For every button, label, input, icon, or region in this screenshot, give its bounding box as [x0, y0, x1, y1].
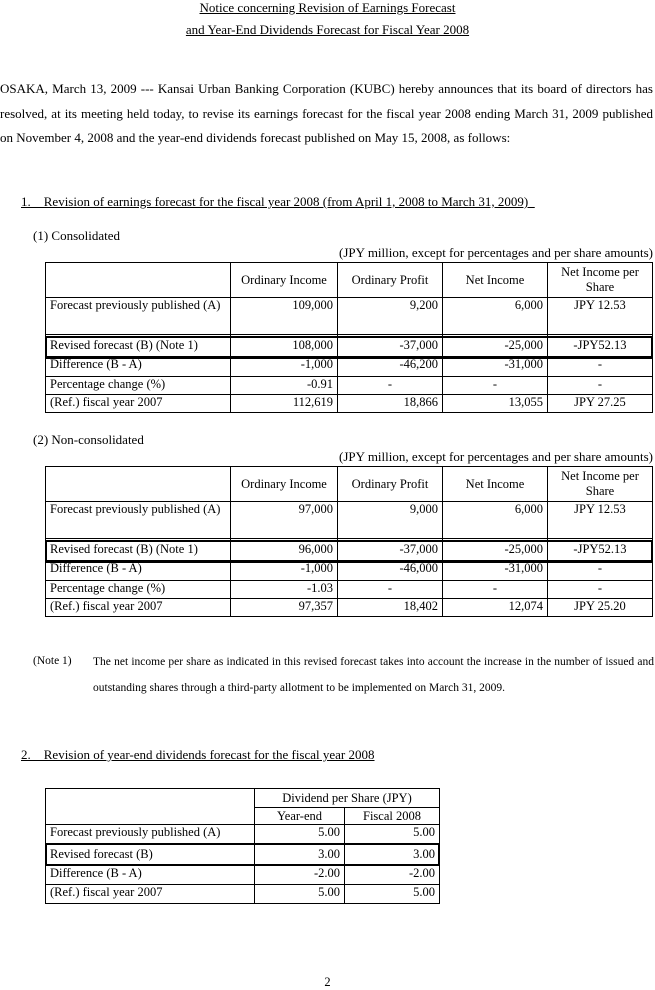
- cell: 108,000: [231, 335, 338, 357]
- cell: -37,000: [338, 539, 443, 561]
- dividends-table: [45, 788, 440, 904]
- header-net-income: Net Income: [443, 263, 548, 298]
- cell: JPY 12.53: [548, 298, 653, 335]
- cell: -: [338, 377, 443, 395]
- table-header-row: [46, 789, 440, 808]
- cell: -31,000: [443, 357, 548, 377]
- row-label: Difference (B - A): [46, 357, 231, 377]
- table-row: [46, 866, 440, 885]
- cell: 6,000: [443, 502, 548, 539]
- page-number: 2: [324, 975, 331, 989]
- header-blank: [46, 263, 231, 298]
- section-1-title: 1. Revision of earnings forecast for the fiscal year 2008 (from April 1, 2008 to March 31, 2009): [21, 194, 535, 209]
- header-year-end: Year-end: [255, 808, 345, 825]
- cell: -46,200: [338, 357, 443, 377]
- cell: -: [548, 561, 653, 581]
- header-ordinary-income: Ordinary Income: [231, 263, 338, 298]
- unit-note-consolidated: (JPY million, except for percentages and per share amounts): [339, 245, 653, 260]
- cell: 13,055: [443, 395, 548, 413]
- header-dividend-per-share: Dividend per Share (JPY): [255, 789, 440, 808]
- row-label: (Ref.) fiscal year 2007: [46, 599, 231, 617]
- row-label: Percentage change (%): [46, 377, 231, 395]
- nonconsolidated-table: [45, 466, 653, 617]
- cell: 18,866: [338, 395, 443, 413]
- cell: -JPY52.13: [548, 539, 653, 561]
- cell: 112,619: [231, 395, 338, 413]
- row-label: Forecast previously published (A): [46, 502, 231, 539]
- row-label: Revised forecast (B) (Note 1): [46, 539, 231, 561]
- row-label: (Ref.) fiscal year 2007: [46, 885, 255, 904]
- table-row: [46, 844, 440, 866]
- table-row: [46, 825, 440, 844]
- cell: 5.00: [345, 885, 440, 904]
- table-row: [46, 561, 653, 581]
- cell: -: [548, 357, 653, 377]
- header-fiscal-2008: Fiscal 2008: [345, 808, 440, 825]
- unit-note-nonconsolidated: (JPY million, except for percentages and per share amounts): [339, 449, 653, 464]
- cell: 12,074: [443, 599, 548, 617]
- cell: -46,000: [338, 561, 443, 581]
- cell: -JPY52.13: [548, 335, 653, 357]
- table-row: [46, 395, 653, 413]
- cell: -: [443, 377, 548, 395]
- header-net-income-per-share: Net Income per Share: [548, 263, 653, 298]
- cell: 3.00: [345, 844, 440, 866]
- title-line-1: Notice concerning Revision of Earnings Forecast: [199, 0, 456, 15]
- consolidated-label: (1) Consolidated: [33, 228, 121, 243]
- cell: -1.03: [231, 581, 338, 599]
- section-2-title: 2. Revision of year-end dividends forecast for the fiscal year 2008: [21, 747, 375, 762]
- cell: -25,000: [443, 335, 548, 357]
- row-label: Forecast previously published (A): [46, 825, 255, 844]
- note-text: The net income per share as indicated in this revised forecast takes into account the increase in the number of issued and outstanding shares through a third-party allotment to be implemented on March 31, 2009.: [93, 656, 654, 694]
- nonconsolidated-label: (2) Non-consolidated: [33, 432, 144, 447]
- row-label: Revised forecast (B): [46, 844, 255, 866]
- cell: 5.00: [255, 885, 345, 904]
- cell: -25,000: [443, 539, 548, 561]
- table-row: [46, 357, 653, 377]
- table-row: [46, 298, 653, 335]
- cell: 6,000: [443, 298, 548, 335]
- table-row: [46, 502, 653, 539]
- row-label: Revised forecast (B) (Note 1): [46, 335, 231, 357]
- cell: 109,000: [231, 298, 338, 335]
- cell: -1,000: [231, 357, 338, 377]
- table-row: [46, 539, 653, 561]
- intro-paragraph: OSAKA, March 13, 2009 --- Kansai Urban Banking Corporation (KUBC) hereby announces that its board of directors has resolved, at its meeting held today, to revise its earnings forecast for the fiscal year 2008 ending March 31, 2009 published on November 4, 2008 and the year-end dividends forecast published on May 15, 2008, as follows:: [0, 81, 653, 145]
- cell: 96,000: [231, 539, 338, 561]
- cell: JPY 25.20: [548, 599, 653, 617]
- table-header-row: [46, 467, 653, 502]
- cell: -: [443, 581, 548, 599]
- cell: -: [548, 377, 653, 395]
- cell: -31,000: [443, 561, 548, 581]
- cell: 97,000: [231, 502, 338, 539]
- cell: -2.00: [255, 866, 345, 885]
- note-label: (Note 1): [33, 655, 72, 667]
- header-ordinary-income: Ordinary Income: [231, 467, 338, 502]
- cell: -: [548, 581, 653, 599]
- row-label: Difference (B - A): [46, 561, 231, 581]
- cell: -1,000: [231, 561, 338, 581]
- cell: 3.00: [255, 844, 345, 866]
- cell: JPY 12.53: [548, 502, 653, 539]
- cell: -2.00: [345, 866, 440, 885]
- row-label: Forecast previously published (A): [46, 298, 231, 335]
- cell: -37,000: [338, 335, 443, 357]
- cell: -0.91: [231, 377, 338, 395]
- header-net-income: Net Income: [443, 467, 548, 502]
- row-label: (Ref.) fiscal year 2007: [46, 395, 231, 413]
- table-row: [46, 581, 653, 599]
- header-ordinary-profit: Ordinary Profit: [338, 263, 443, 298]
- cell: 5.00: [255, 825, 345, 844]
- table-row: [46, 335, 653, 357]
- cell: 18,402: [338, 599, 443, 617]
- header-net-income-per-share: Net Income per Share: [548, 467, 653, 502]
- cell: JPY 27.25: [548, 395, 653, 413]
- table-header-row: [46, 263, 653, 298]
- header-blank: [46, 789, 255, 825]
- cell: 5.00: [345, 825, 440, 844]
- table-row: [46, 885, 440, 904]
- cell: -: [338, 581, 443, 599]
- table-row: [46, 377, 653, 395]
- cell: 97,357: [231, 599, 338, 617]
- row-label: Percentage change (%): [46, 581, 231, 599]
- row-label: Difference (B - A): [46, 866, 255, 885]
- header-ordinary-profit: Ordinary Profit: [338, 467, 443, 502]
- consolidated-table: [45, 262, 653, 413]
- cell: 9,200: [338, 298, 443, 335]
- header-blank: [46, 467, 231, 502]
- title-line-2: and Year-End Dividends Forecast for Fiscal Year 2008: [185, 22, 470, 37]
- cell: 9,000: [338, 502, 443, 539]
- table-row: [46, 599, 653, 617]
